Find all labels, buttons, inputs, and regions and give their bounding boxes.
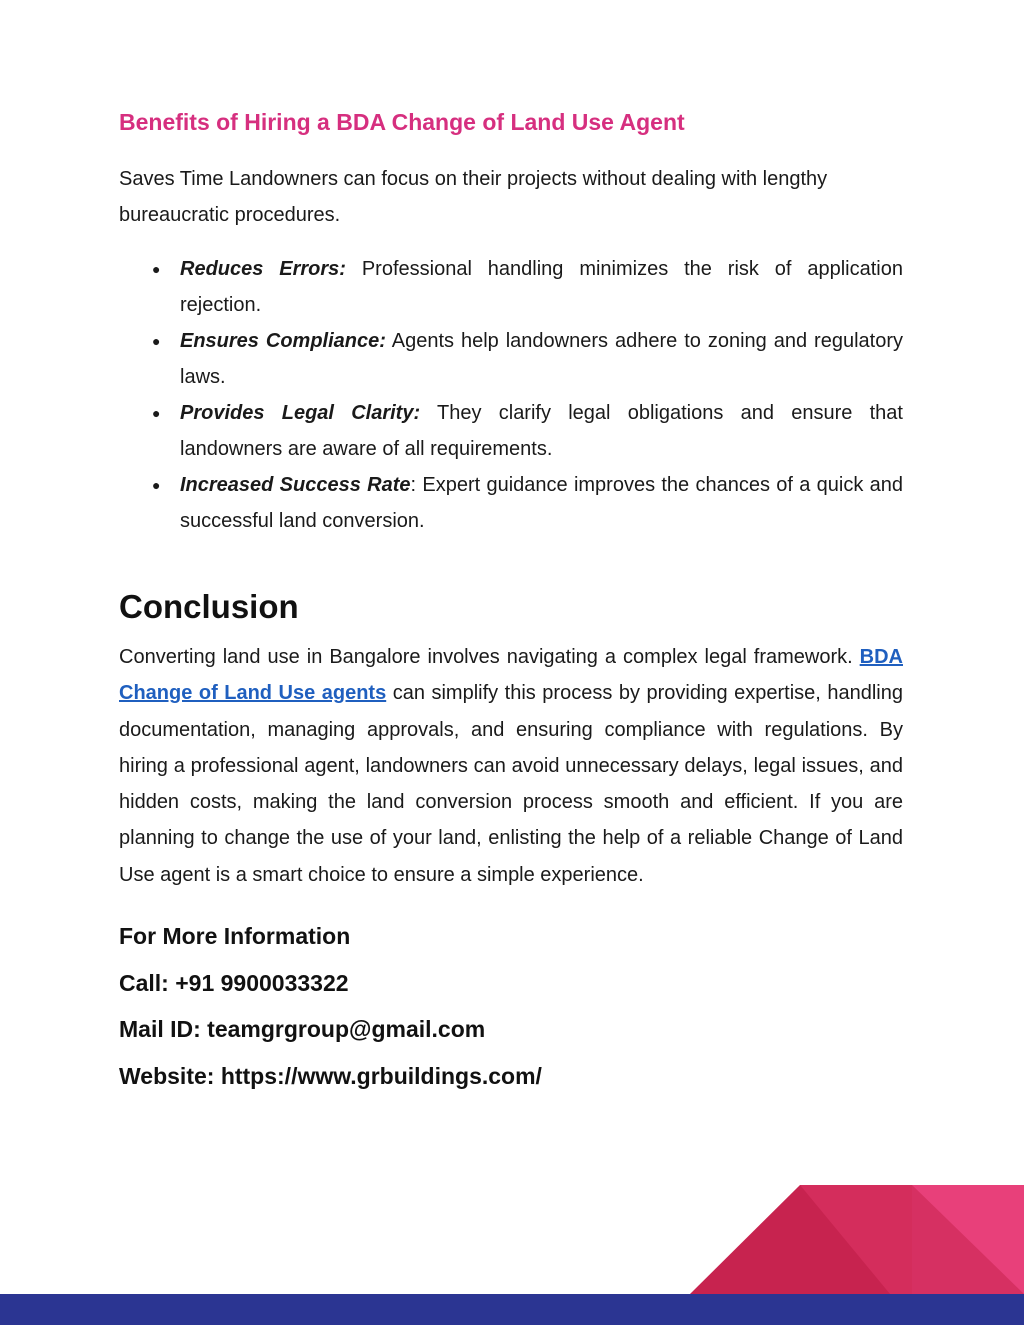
bullet-title: Increased Success Rate [180,474,411,496]
conclusion-paragraph [119,639,903,893]
conclusion-text-before: Converting land use in Bangalore involves navigating a complex legal framework. [119,646,860,668]
document-content [119,106,903,1099]
bullet-title: Provides Legal Clarity: [180,402,421,424]
contact-phone: Call: +91 9900033322 [119,969,349,996]
list-item [119,323,903,395]
conclusion-text-after: can simplify this process by providing expertise, handling documentation, managing approvals, and ensuring compliance with regulations. By hiring a professional agent, landowners can avoid unnecessary delays, legal issues, and hidden costs, making the land conversion process smooth and efficient. If you are planning to change the use of your land, enlisting the help of a reliable Change of Land Use agent is a smart choice to ensure a simple experience. [119,682,903,886]
conclusion-title: Conclusion [119,588,299,625]
list-item [119,467,903,539]
footer-band [0,1294,1024,1325]
list-item [119,251,903,323]
bullet-text: Professional handling minimizes the risk of application rejection. [180,258,903,316]
benefits-heading: Benefits of Hiring a BDA Change of Land Use Agent [119,109,685,135]
bullet-text: : Expert guidance improves the chances of a quick and successful land conversion. [180,474,904,532]
bullet-icon: ● [152,405,161,421]
bullet-text: They clarify legal obligations and ensure that landowners are aware of all requirements. [180,402,903,460]
contact-website: Website: https://www.grbuildings.com/ [119,1062,542,1089]
contact-block [119,913,903,1099]
bda-agents-link[interactable]: BDA Change of Land Use agents [119,646,903,705]
contact-email: Mail ID: teamgrgroup@gmail.com [119,1016,486,1043]
contact-heading: For More Information [119,923,351,950]
benefits-list [119,251,903,539]
bullet-icon: ● [152,261,161,277]
bullet-icon: ● [152,333,161,349]
footer-decoration [690,1185,1024,1294]
bullet-icon: ● [152,477,161,493]
bullet-text: Agents help landowners adhere to zoning and regulatory laws. [180,330,903,388]
benefits-intro: Saves Time Landowners can focus on their projects without dealing with lengthy bureaucratic procedures. [119,168,828,226]
bullet-title: Reduces Errors: [180,258,346,280]
list-item [119,395,903,467]
bullet-title: Ensures Compliance: [180,330,386,352]
